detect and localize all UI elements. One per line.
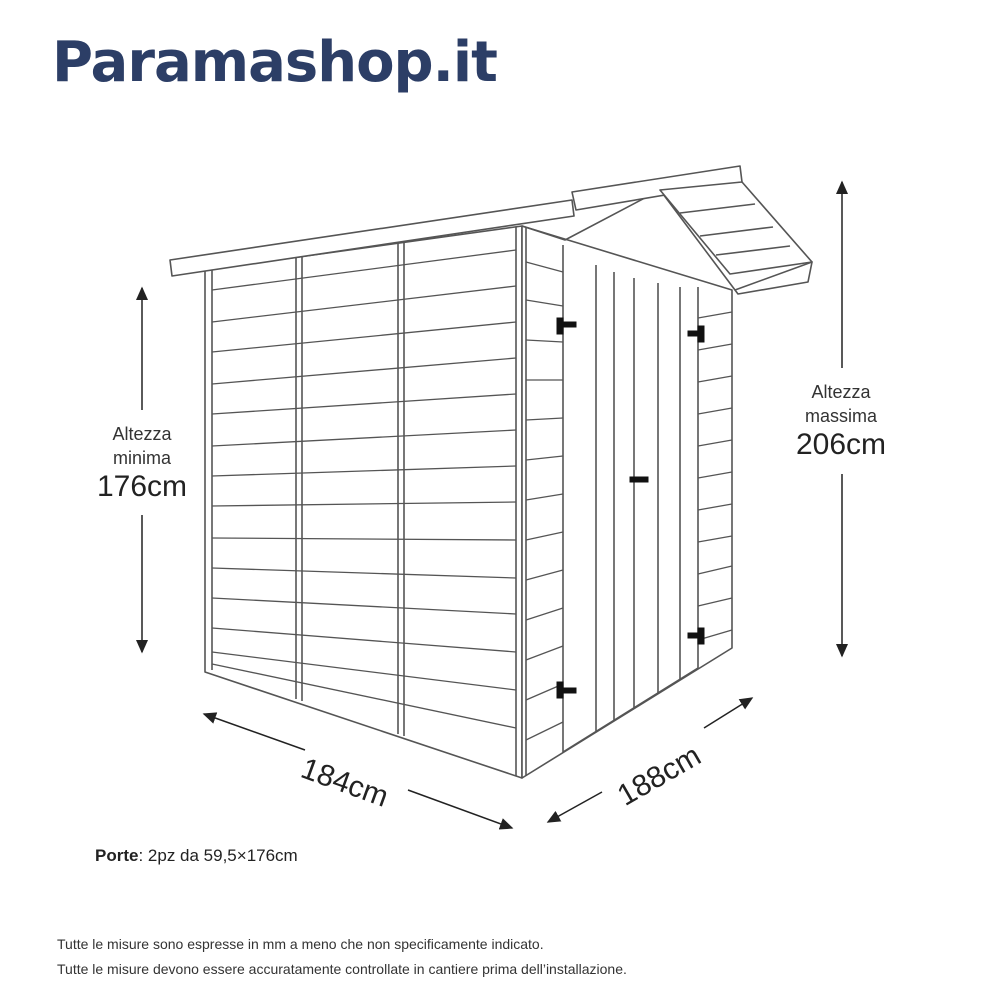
width-arrow-left (204, 714, 305, 750)
min-height-label-line1: Altezza (112, 424, 172, 444)
depth-arrow-top (704, 698, 752, 728)
hinge-icon (688, 633, 704, 638)
min-height-label (92, 422, 192, 504)
doors-value: : 2pz da 59,5×176cm (138, 846, 298, 865)
width-arrow-right (408, 790, 512, 828)
hinge-icon (560, 322, 576, 327)
min-height-label-line2: minima (112, 448, 171, 468)
width-value: 184cm (296, 752, 393, 814)
doors-label: Porte (95, 846, 139, 865)
max-height-label-line1: Altezza (811, 382, 871, 402)
doors-spec (95, 846, 298, 866)
max-height-label (788, 380, 894, 462)
min-height-value: 176cm (96, 470, 188, 503)
note-line-2: Tutte le misure devono essere accuratamente controllate in cantiere prima dell’installazione. (57, 961, 627, 977)
hinge-icon (688, 331, 704, 336)
depth-value: 188cm (612, 738, 707, 813)
max-height-label-line2: massima (804, 406, 877, 426)
depth-arrow-bottom (548, 792, 602, 822)
note-line-1: Tutte le misure sono espresse in mm a meno che non specificamente indicato. (57, 936, 544, 952)
door-handle-icon (630, 477, 648, 482)
hinge-icon (560, 688, 576, 693)
shed-outline (170, 166, 812, 778)
max-height-value: 206cm (795, 428, 887, 461)
brand-logo: Paramashop.it (52, 30, 497, 95)
